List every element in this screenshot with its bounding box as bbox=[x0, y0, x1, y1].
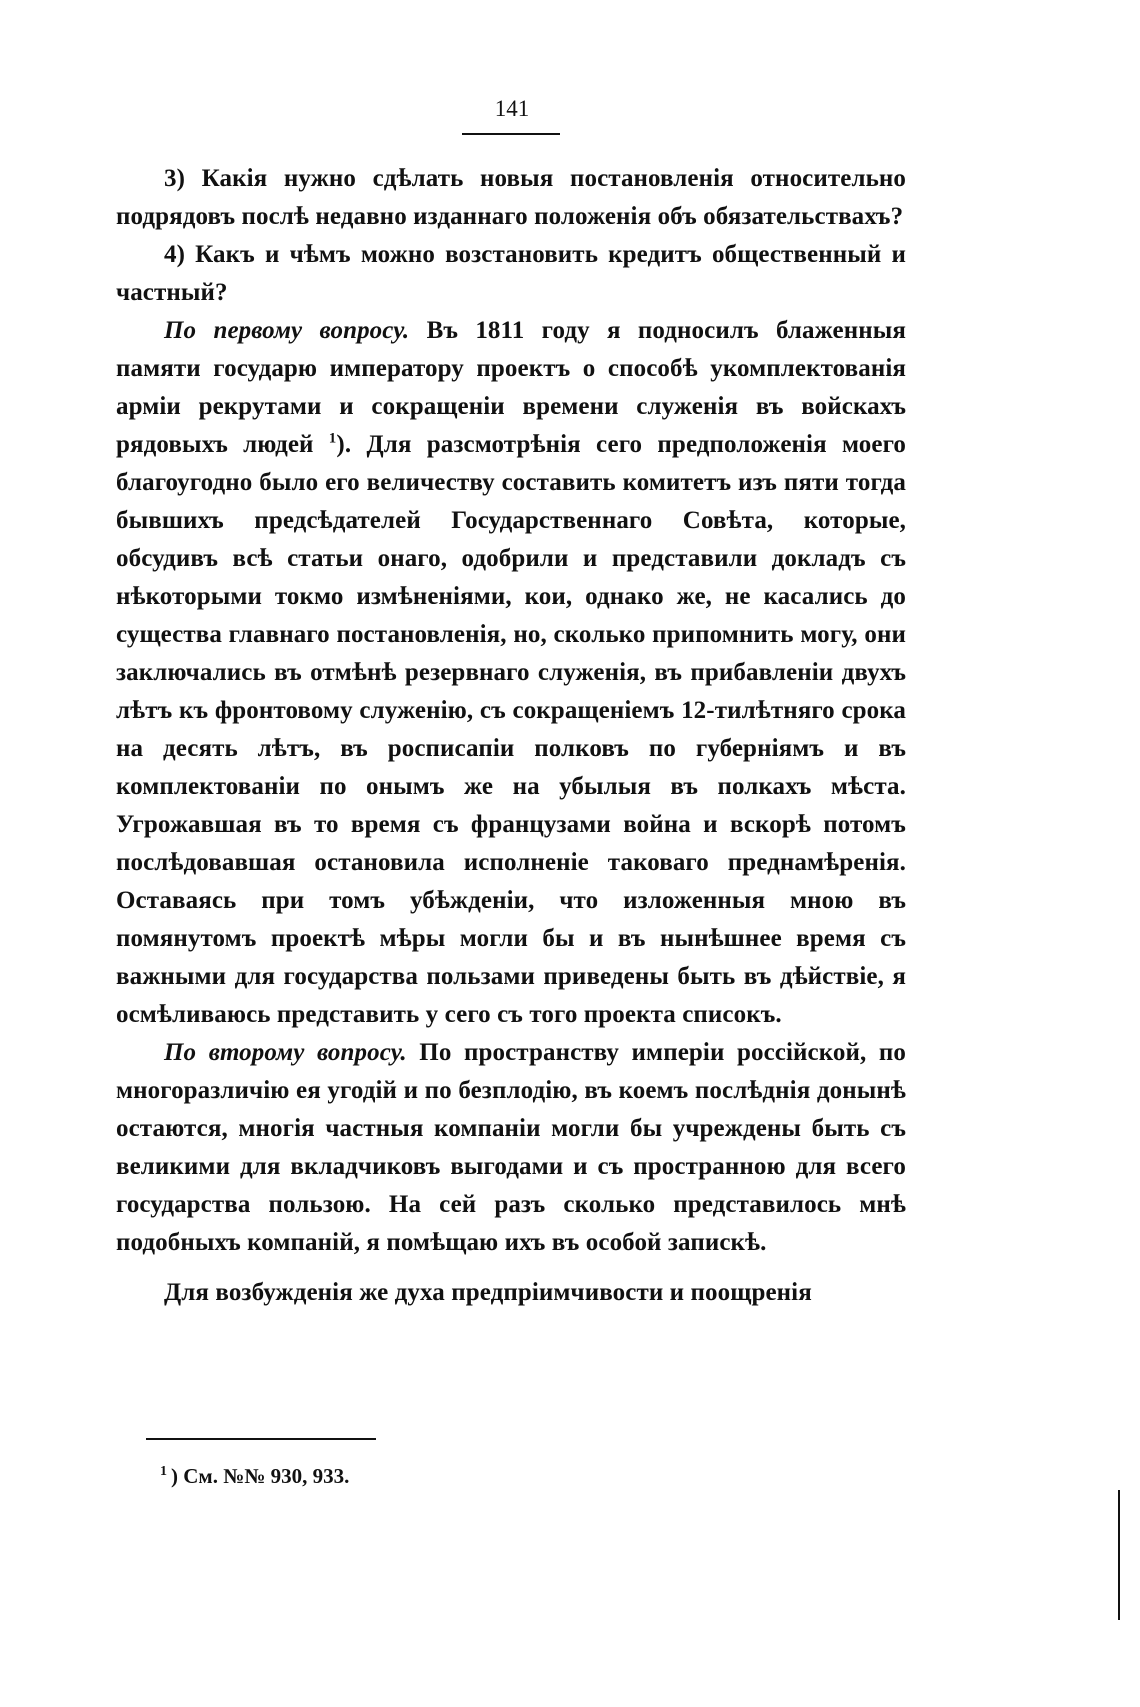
paragraph-question-4: 4) Какъ и чѣмъ можно возстановить кредитъ общественный и частный? bbox=[116, 241, 906, 306]
second-answer-text: По пространству имперіи россійской, по многоразличію ея угодій и по безплодію, въ коемъ послѣднія донынѣ остаются, многія частныя компаніи могли бы учреждены быть съ великими для вкладчиковъ выгодами и съ пространною для всего государства пользою. На сей разъ сколько представилось мнѣ подобныхъ компаній, я помѣщаю ихъ въ особой запискѣ. bbox=[116, 1039, 907, 1256]
scan-edge-mark bbox=[1118, 1490, 1120, 1620]
body-text bbox=[116, 160, 906, 1312]
second-answer-heading: По второму вопросу. bbox=[164, 1039, 407, 1066]
paragraph-question-3: 3) Какія нужно сдѣлать новыя постановленія относительно подрядовъ послѣ недавно изданнаго положенія объ обязательствахъ? bbox=[116, 165, 906, 230]
first-answer-heading: По первому вопросу. bbox=[164, 317, 410, 344]
footnote bbox=[160, 1464, 349, 1489]
footnote-text: ) См. №№ 930, 933. bbox=[171, 1464, 350, 1488]
paragraph-second-answer bbox=[116, 1034, 906, 1262]
page-number-underline bbox=[462, 133, 560, 135]
footnote-divider bbox=[146, 1438, 376, 1440]
first-answer-text-part-a: Въ 1811 году я подносилъ блаженныя памяти государю императору проектъ о способѣ укомплектованія арміи рекрутами и сокращеніи времени служенія въ войскахъ рядовыхъ людей bbox=[116, 317, 906, 458]
first-answer-text-part-b: ). Для разсмотрѣнія сего предположенія моего благоугодно было его величеству составить комитетъ изъ пяти тогда бывшихъ предсѣдателей Государственнаго Совѣта, которые, обсудивъ всѣ статьи онаго, одобрили и представили докладъ съ нѣкоторыми токмо измѣненіями, кои, однако же, не касались до существа главнаго постановленія, но, сколько припомнить могу, они заключались въ отмѣнѣ резервнаго служенія, въ прибавленіи двухъ лѣтъ къ фронтовому служенію, съ сокращеніемъ 12-тилѣтняго срока на десять лѣтъ, въ росписапіи полковъ по губерніямъ и въ комплектованіи по онымъ же на убылыя въ полкахъ мѣста. Угрожавшая въ то время съ французами война и вскорѣ потомъ послѣдовавшая остановила исполненіе таковаго преднамѣренія. Оставаясь при томъ убѣжденіи, что изложенныя мною въ помянутомъ проектѣ мѣры могли бы и въ нынѣшнее время съ важными для государства пользами приведены быть въ дѣйствіе, я осмѣливаюсь представить у сего съ того проекта списокъ. bbox=[116, 431, 906, 1028]
footnote-marker: 1 bbox=[160, 1464, 167, 1479]
footnote-reference: 1 bbox=[328, 430, 337, 447]
paragraph-first-answer bbox=[116, 312, 906, 1034]
paragraph-continuation: Для возбужденія же духа предпріимчивости и поощренія bbox=[164, 1279, 812, 1306]
page-number: 141 bbox=[494, 96, 530, 121]
